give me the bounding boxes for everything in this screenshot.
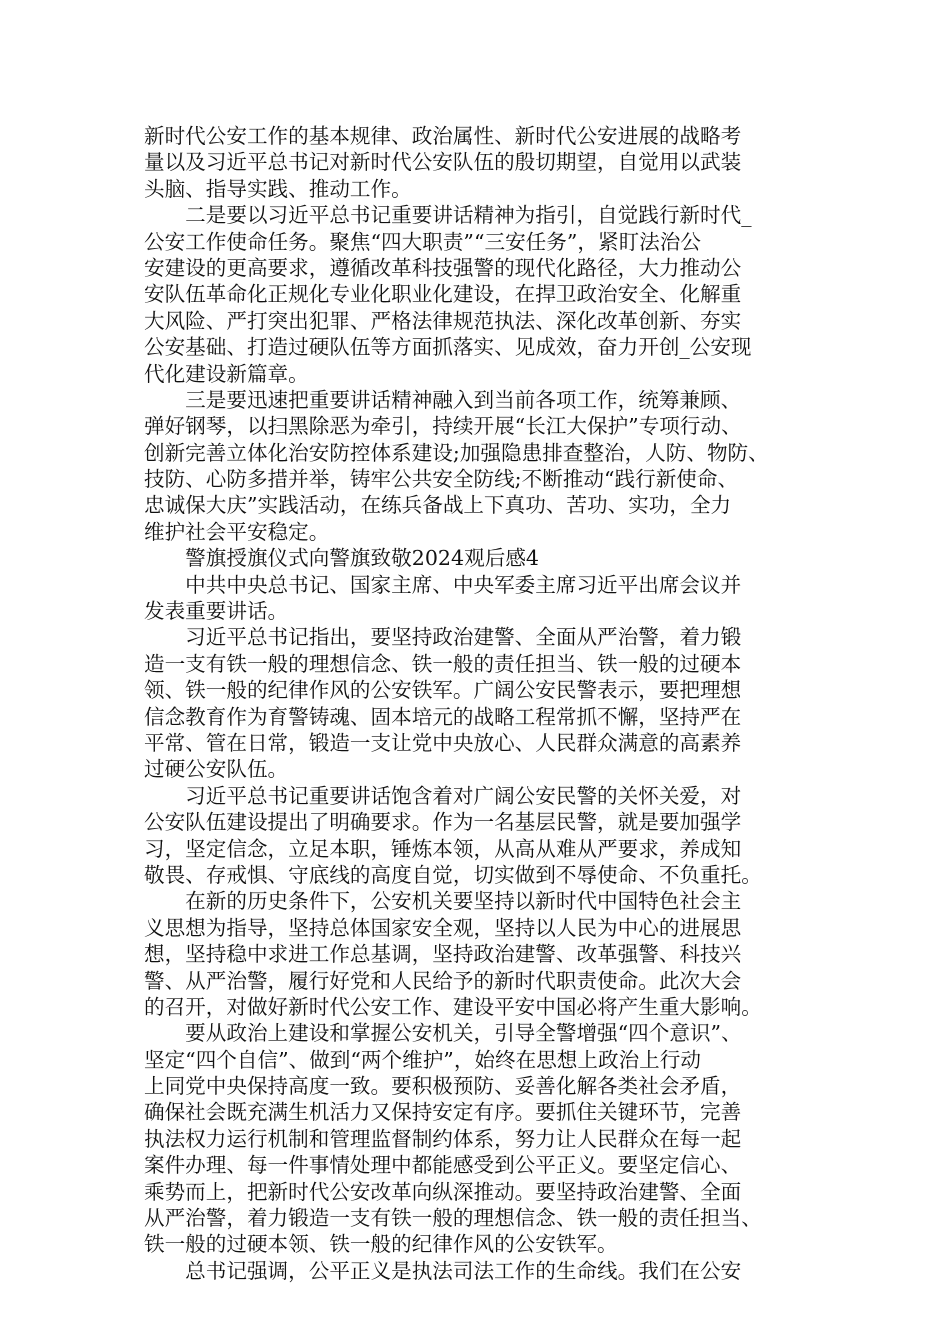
text-line: 警、从严治警，履行好党和人民给予的新时代职责使命。此次大会 (144, 968, 742, 993)
text-line: 忠诚保大庆”实践活动，在练兵备战上下真功、苦功、实功，全力 (144, 493, 732, 518)
text-line: 弹好钢琴，以扫黑除恶为牵引，持续开展“长江大保护”专项行动、 (144, 414, 742, 439)
text-line: 中共中央总书记、国家主席、中央军委主席习近平出席会议并 (144, 572, 742, 597)
document-body (144, 123, 824, 1284)
text-line: 执法权力运行机制和管理监督制约体系，努力让人民群众在每一起 (144, 1126, 742, 1151)
text-line: 公安工作使命任务。聚焦“四大职责”“三安任务”，紧盯法治公 (144, 229, 701, 254)
text-line: 信念教育作为育警铸魂、固本培元的战略工程常抓不懈，坚持严在 (144, 704, 742, 729)
text-line: 铁一般的过硬本领、铁一般的纪律作风的公安铁军。 (144, 1232, 618, 1257)
text-line: 头脑、指导实践、推动工作。 (144, 176, 412, 201)
text-line: 造一支有铁一般的理想信念、铁一般的责任担当、铁一般的过硬本 (144, 651, 742, 676)
section-heading: 警旗授旗仪式向警旗致敬2024观后感4 (144, 546, 540, 571)
text-line: 从严治警，着力锻造一支有铁一般的理想信念、铁一般的责任担当、 (144, 1206, 762, 1231)
text-line: 二是要以习近平总书记重要讲话精神为指引，自觉践行新时代_ (144, 203, 752, 228)
text-line: 总书记强调，公平正义是执法司法工作的生命线。我们在公安 (144, 1258, 742, 1283)
text-line: 想，坚持稳中求进工作总基调，坚持政治建警、改革强警、科技兴 (144, 942, 742, 967)
text-line: 习近平总书记指出，要坚持政治建警、全面从严治警，着力锻 (144, 625, 742, 650)
text-line: 三是要迅速把重要讲话精神融入到当前各项工作，统筹兼顾、 (144, 387, 742, 412)
text-line: 上同党中央保持高度一致。要积极预防、妥善化解各类社会矛盾， (144, 1074, 742, 1099)
text-line: 领、铁一般的纪律作风的公安铁军。广阔公安民警表示，要把理想 (144, 678, 742, 703)
text-line: 确保社会既充满生机活力又保持安定有序。要抓住关键环节，完善 (144, 1100, 742, 1125)
text-line: 过硬公安队伍。 (144, 757, 289, 782)
text-line: 安建设的更高要求，遵循改革科技强警的现代化路径，大力推动公 (144, 255, 742, 280)
text-line: 坚定“四个自信”、做到“两个维护”，始终在思想上政治上行动 (144, 1047, 701, 1072)
text-line: 创新完善立体化治安防控体系建设;加强隐患排查整治，人防、物防、 (144, 440, 769, 465)
text-line: 义思想为指导，坚持总体国家安全观，坚持以人民为中心的进展思 (144, 915, 742, 940)
text-line: 新时代公安工作的基本规律、政治属性、新时代公安进展的战略考 (144, 124, 742, 148)
text-line: 乘势而上，把新时代公安改革向纵深推动。要坚持政治建警、全面 (144, 1179, 742, 1204)
text-line: 大风险、严打突出犯罪、严格法律规范执法、深化改革创新、夯实 (144, 308, 742, 333)
text-line: 习近平总书记重要讲话饱含着对广阔公安民警的关怀关爱，对 (144, 783, 742, 808)
text-line: 案件办理、每一件事情处理中都能感受到公平正义。要坚定信心、 (144, 1153, 742, 1178)
text-line: 技防、心防多措并举，铸牢公共安全防线;不断推动“践行新使命、 (144, 467, 739, 492)
text-line: 安队伍革命化正规化专业化职业化建设，在捍卫政治安全、化解重 (144, 282, 742, 307)
text-line: 公安队伍建设提出了明确要求。作为一名基层民警，就是要加强学 (144, 810, 742, 835)
text-line: 敬畏、存戒惧、守底线的高度自觉，切实做到不辱使命、不负重托。 (144, 862, 762, 887)
text-line: 平常、管在日常，锻造一支让党中央放心、人民群众满意的高素养 (144, 730, 742, 755)
text-line: 量以及习近平总书记对新时代公安队伍的殷切期望，自觉用以武装 (144, 150, 742, 175)
text-line: 发表重要讲话。 (144, 599, 289, 624)
text-line: 在新的历史条件下，公安机关要坚持以新时代中国特色社会主 (144, 889, 742, 914)
text-line: 要从政治上建设和掌握公安机关，引导全警增强“四个意识”、 (144, 1021, 742, 1046)
text-line: 的召开，对做好新时代公安工作、建设平安中国必将产生重大影响。 (144, 994, 762, 1019)
text-line: 公安基础、打造过硬队伍等方面抓落实、见成效，奋力开创_公安现 (144, 335, 752, 360)
text-line: 习，坚定信念，立足本职，锤炼本领，从高从难从严要求，养成知 (144, 836, 742, 861)
text-line: 代化建设新篇章。 (144, 361, 309, 386)
text-line: 维护社会平安稳定。 (144, 519, 330, 544)
